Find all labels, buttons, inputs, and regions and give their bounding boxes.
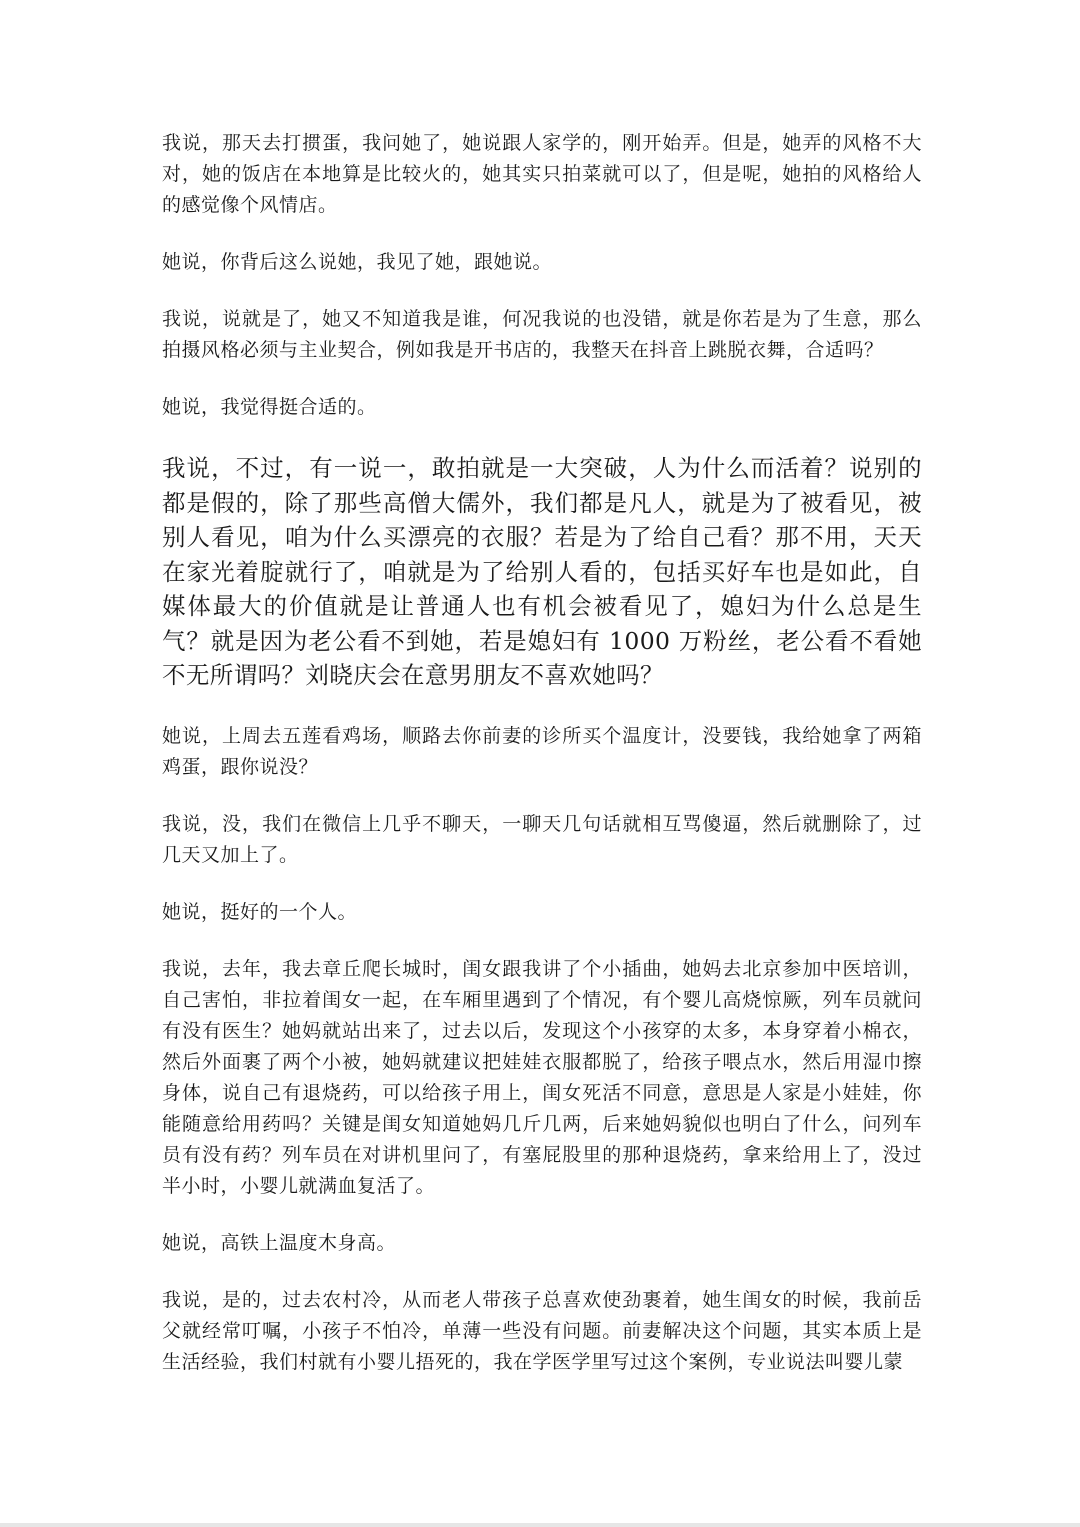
paragraph-3: 我说，说就是了，她又不知道我是谁，何况我说的也没错，就是你若是为了生意，那么拍摄风格必须与主业契合，例如我是开书店的，我整天在抖音上跳脱衣舞，合适吗？ bbox=[162, 308, 922, 361]
paragraph-7: 我说，没，我们在微信上几乎不聊天，一聊天几句话就相互骂傻逼，然后就删除了，过几天又加上了。 bbox=[162, 812, 922, 866]
paragraph-spacer bbox=[162, 783, 922, 809]
paragraph-spacer bbox=[162, 871, 922, 897]
paragraph-spacer bbox=[162, 928, 922, 954]
paragraph-11: 我说，是的，过去农村冷，从而老人带孩子总喜欢使劲裹着，她生闺女的时候，我前岳父就经常叮嘱，小孩子不怕冷，单薄一些没有问题。前妻解决这个问题，其实本质上是生活经验，我们村就有小婴儿捂死的，我在学医学里写过这个案例，专业说法叫婴儿蒙 bbox=[162, 1288, 922, 1373]
paragraph-spacer bbox=[162, 366, 922, 392]
paragraph-5-emphasis: 我说，不过，有一说一，敢拍就是一大突破，人为什么而活着？说别的都是假的，除了那些高僧大儒外，我们都是凡人，就是为了被看见，被别人看见，咱为什么买漂亮的衣服？若是为了给自己看？那不用，天天在家光着腚就行了，咱就是为了给别人看的，包括买好车也是如此，自媒体最大的价值就是让普通人也有机会被看见了，媳妇为什么总是生气？就是因为老公看不到她，若是媳妇有 1000 万粉丝，老公看不看她不无所谓吗？刘晓庆会在意男朋友不喜欢她吗？ bbox=[162, 454, 922, 689]
paragraph-spacer bbox=[162, 1259, 922, 1285]
paragraph-spacer bbox=[162, 221, 922, 247]
paragraph-spacer bbox=[162, 278, 922, 304]
paragraph-spacer bbox=[162, 1202, 922, 1228]
paragraph-9: 我说，去年，我去章丘爬长城时，闺女跟我讲了个小插曲，她妈去北京参加中医培训，自己害怕，非拉着闺女一起，在车厢里遇到了个情况，有个婴儿高烧惊厥，列车员就问有没有医生？她妈就站出来了，过去以后，发现这个小孩穿的太多，本身穿着小棉衣，然后外面裹了两个小被，她妈就建议把娃娃衣服都脱了，给孩子喂点水，然后用湿巾擦身体，说自己有退烧药，可以给孩子用上，闺女死活不同意，意思是人家是小娃娃，你能随意给用药吗？关键是闺女知道她妈几斤几两，后来她妈貌似也明白了什么，问列车员有没有药？列车员在对讲机里问了，有塞屁股里的那种退烧药，拿来给用上了，没过半小时，小婴儿就满血复活了。 bbox=[162, 957, 922, 1197]
paragraph-8: 她说，挺好的一个人。 bbox=[162, 900, 358, 923]
paragraph-4: 她说，我觉得挺合适的。 bbox=[162, 396, 377, 418]
paragraph-2: 她说，你背后这么说她，我见了她，跟她说。 bbox=[162, 251, 553, 273]
page-bottom-divider bbox=[0, 1523, 1080, 1527]
paragraph-1: 我说，那天去打掼蛋，我问她了，她说跟人家学的，刚开始弄。但是，她弄的风格不大对，她的饭店在本地算是比较火的，她其实只拍菜就可以了，但是呢，她拍的风格给人的感觉像个风情店。 bbox=[162, 132, 922, 216]
paragraph-10: 她说，高铁上温度木身高。 bbox=[162, 1231, 397, 1254]
paragraph-spacer bbox=[162, 693, 922, 721]
paragraph-spacer bbox=[162, 423, 922, 451]
article-body bbox=[162, 128, 922, 1378]
paragraph-6: 她说，上周去五莲看鸡场，顺路去你前妻的诊所买个温度计，没要钱，我给她拿了两箱鸡蛋，跟你说没？ bbox=[162, 724, 922, 778]
